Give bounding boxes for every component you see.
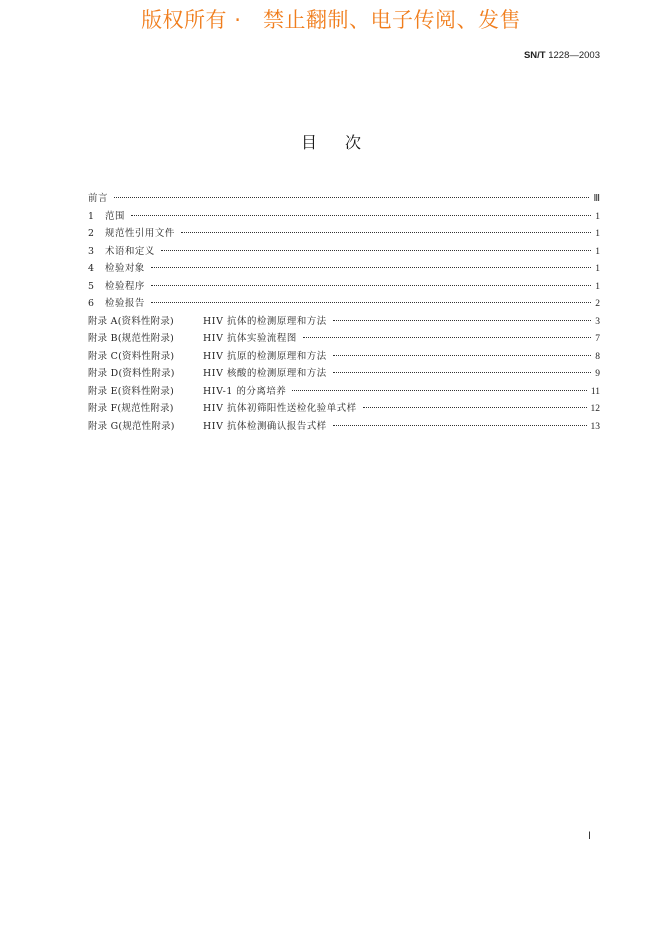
toc-entry-annex: 附录 D(资料性附录) bbox=[88, 368, 175, 379]
toc-entry-title bbox=[88, 330, 297, 344]
toc-entry-annex: 附录 B(规范性附录) bbox=[88, 333, 175, 344]
toc-entry-title bbox=[88, 260, 145, 274]
toc-dot-leader bbox=[131, 215, 591, 216]
toc-entry[interactable] bbox=[88, 243, 600, 261]
toc-dot-leader bbox=[363, 407, 587, 408]
toc-title: 目次 bbox=[300, 133, 389, 152]
toc-dot-leader bbox=[151, 285, 591, 286]
toc-entry-number: 4 bbox=[88, 263, 95, 274]
toc-entry-page: 13 bbox=[590, 421, 600, 432]
standard-prefix: SN/T bbox=[523, 50, 546, 61]
toc-entry-page: 2 bbox=[595, 299, 600, 309]
toc-entry-title bbox=[88, 295, 145, 309]
toc-entry[interactable] bbox=[88, 278, 600, 296]
toc-entry[interactable] bbox=[88, 260, 600, 278]
toc-entry-page: 1 bbox=[595, 281, 600, 292]
toc-entry-page: 1 bbox=[595, 264, 600, 274]
toc-entry[interactable] bbox=[88, 295, 600, 313]
toc-dot-leader bbox=[333, 355, 591, 356]
toc-entry-number: 5 bbox=[88, 280, 95, 292]
toc-entry-title bbox=[88, 418, 327, 432]
page-number: Ⅰ bbox=[588, 831, 591, 842]
toc-dot-leader bbox=[333, 425, 587, 426]
toc-dot-leader bbox=[151, 302, 591, 303]
toc-entry-annex: 附录 C(资料性附录) bbox=[88, 350, 175, 362]
toc-entry-page: Ⅲ bbox=[593, 194, 600, 204]
toc-entry-title bbox=[88, 400, 357, 414]
toc-entry[interactable] bbox=[88, 418, 600, 436]
toc-entry-text: HIV 抗体的检测原理和方法 bbox=[203, 315, 327, 327]
toc-entry-page: 1 bbox=[595, 229, 600, 239]
toc-entry-page: 7 bbox=[595, 334, 600, 344]
toc-entry-annex: 附录 A(资料性附录) bbox=[88, 315, 174, 327]
toc-entry-text: 检验程序 bbox=[105, 280, 145, 292]
toc-dot-leader bbox=[333, 320, 591, 321]
toc-dot-leader bbox=[333, 372, 591, 373]
toc-entry-text: 术语和定义 bbox=[105, 245, 155, 257]
toc-entry-annex: 附录 E(资料性附录) bbox=[88, 385, 175, 397]
toc-entry-title bbox=[88, 365, 327, 379]
toc-entry[interactable] bbox=[88, 190, 600, 208]
toc-entry-page: 8 bbox=[595, 351, 600, 362]
toc-entry-number: 6 bbox=[88, 298, 95, 309]
toc-entry-number: 2 bbox=[88, 228, 95, 239]
toc-dot-leader bbox=[181, 232, 591, 233]
toc-entry-text: HIV 抗体实验流程图 bbox=[203, 333, 297, 344]
toc-entry-text: 范围 bbox=[105, 210, 125, 222]
toc-entry-number: 1 bbox=[88, 210, 95, 222]
toc-dot-leader bbox=[161, 250, 591, 251]
toc-entry[interactable] bbox=[88, 400, 600, 418]
copyright-watermark: 版权所有 · 禁止翻制、电子传阅、发售 bbox=[141, 8, 521, 32]
toc-entry-text: HIV 抗体检测确认报告式样 bbox=[203, 420, 327, 432]
standard-code bbox=[524, 50, 600, 61]
toc-entry-text: HIV-1 的分离培养 bbox=[203, 385, 287, 397]
toc-entry-title bbox=[88, 225, 175, 239]
toc-entry[interactable] bbox=[88, 313, 600, 331]
toc-entry-text: 检验报告 bbox=[105, 298, 145, 309]
toc-entry-page: 3 bbox=[595, 316, 600, 327]
toc-entry-title bbox=[88, 208, 125, 222]
toc-entry-title bbox=[88, 243, 155, 257]
toc-entry-text: HIV 抗体初筛阳性送检化验单式样 bbox=[203, 403, 357, 414]
toc-entry-page: 1 bbox=[595, 246, 600, 257]
toc-entry-text: HIV 核酸的检测原理和方法 bbox=[203, 368, 327, 379]
toc-dot-leader bbox=[114, 197, 589, 198]
toc-entry-title bbox=[88, 278, 145, 292]
toc-entry-text: 检验对象 bbox=[105, 263, 145, 274]
toc-entry-text: HIV 抗原的检测原理和方法 bbox=[203, 350, 327, 362]
toc-entry[interactable] bbox=[88, 365, 600, 383]
toc-entry[interactable] bbox=[88, 208, 600, 226]
toc-dot-leader bbox=[303, 337, 591, 338]
toc-entry-text: 规范性引用文件 bbox=[105, 228, 175, 239]
toc-entry[interactable] bbox=[88, 348, 600, 366]
toc-entry-page: 9 bbox=[595, 369, 600, 379]
toc-dot-leader bbox=[292, 390, 586, 391]
toc-entry-page: 1 bbox=[595, 211, 600, 222]
toc-entry-title bbox=[88, 348, 327, 362]
toc-entry-title bbox=[88, 313, 327, 327]
toc-entry[interactable] bbox=[88, 383, 600, 401]
standard-number: 1228—2003 bbox=[545, 50, 600, 61]
toc-dot-leader bbox=[151, 267, 591, 268]
toc-entry[interactable] bbox=[88, 225, 600, 243]
toc-entry-annex: 附录 F(规范性附录) bbox=[88, 403, 174, 414]
toc-entry-text: 前言 bbox=[88, 193, 108, 204]
toc-entry-page: 11 bbox=[590, 386, 600, 397]
toc-entry-annex: 附录 G(规范性附录) bbox=[88, 420, 175, 432]
toc-entry[interactable] bbox=[88, 330, 600, 348]
toc-entry-page: 12 bbox=[590, 404, 600, 414]
toc-entry-title bbox=[88, 190, 108, 204]
toc-entry-number: 3 bbox=[88, 245, 95, 257]
table-of-contents bbox=[88, 190, 600, 435]
toc-entry-title bbox=[88, 383, 286, 397]
